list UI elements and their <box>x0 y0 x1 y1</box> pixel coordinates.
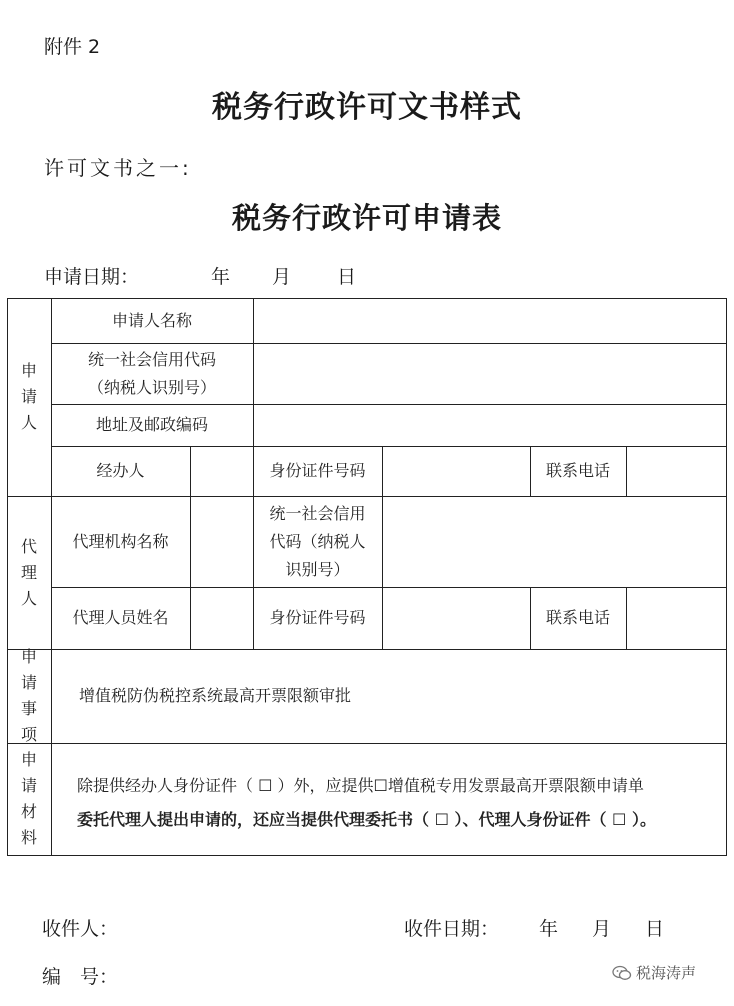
group-char: 人 <box>20 413 37 432</box>
receive-month-label: 月 <box>592 918 612 940</box>
group-char: 料 <box>20 828 37 847</box>
receive-day-label: 日 <box>645 918 665 940</box>
agent-phone-label: 联系电话 <box>545 608 610 627</box>
applicant-address-label: 地址及邮政编码 <box>95 415 208 434</box>
agent-id-field[interactable] <box>382 587 530 649</box>
watermark-text: 税海涛声 <box>636 964 697 982</box>
group-char: 事 <box>20 699 37 718</box>
agent-group-label <box>7 496 51 649</box>
group-char: 申 <box>20 361 37 380</box>
handler-phone-label: 联系电话 <box>545 461 610 480</box>
main-title: 税务行政许可文书样式 <box>212 90 522 125</box>
table-border-bottom <box>7 855 727 856</box>
form-title: 税务行政许可申请表 <box>231 201 502 235</box>
applicant-address-field[interactable] <box>253 404 727 446</box>
wechat-bubble-icon <box>612 965 632 981</box>
handler-label: 经办人 <box>96 461 145 480</box>
receive-year-label: 年 <box>539 918 559 940</box>
handler-field[interactable] <box>190 446 253 496</box>
group-char: 申 <box>20 647 37 666</box>
group-char: 申 <box>20 750 37 769</box>
application-date-label: 申请日期： <box>44 266 140 288</box>
materials-line-1: 除提供经办人身份证件（ ☐ ）外，应提供☐增值税专用发票最高开票限额申请单 <box>77 776 644 795</box>
agent-phone-field[interactable] <box>626 587 727 649</box>
agent-person-field[interactable] <box>190 587 253 649</box>
group-char: 请 <box>20 776 37 795</box>
application-form-table <box>7 298 727 856</box>
group-char: 项 <box>20 725 37 744</box>
receive-date-label: 收件日期： <box>404 918 500 940</box>
serial-number-label: 编 号： <box>42 966 119 988</box>
label-line: （纳税人识别号） <box>87 377 216 397</box>
watermark <box>612 962 696 983</box>
handler-phone-field[interactable] <box>626 446 727 496</box>
group-char: 请 <box>20 673 37 692</box>
date-day-label: 日 <box>337 266 357 288</box>
agent-credit-code-field[interactable] <box>382 496 727 587</box>
agent-person-label: 代理人员姓名 <box>72 608 169 627</box>
label-line: 统一社会信用代码 <box>87 349 216 369</box>
attachment-label: 附件 2 <box>44 36 101 58</box>
agent-id-label: 身份证件号码 <box>269 608 366 627</box>
section-divider <box>7 743 727 744</box>
receiver-label: 收件人： <box>42 918 119 940</box>
handler-id-field[interactable] <box>382 446 530 496</box>
label-line: 代码（纳税人 <box>269 531 366 551</box>
handler-id-label: 身份证件号码 <box>269 461 366 480</box>
group-char: 理 <box>20 562 37 582</box>
application-item-group-label <box>7 649 51 743</box>
application-item-content: 增值税防伪税控系统最高开票限额审批 <box>79 686 352 705</box>
subheading: 许可文书之一: <box>44 156 192 180</box>
date-month-label: 月 <box>272 266 292 288</box>
materials-line-2: 委托代理人提出申请的，还应当提供代理委托书（ ☐ ）、代理人身份证件（ ☐ ）。 <box>77 810 656 829</box>
label-line: 统一社会信用 <box>269 503 366 523</box>
group-char: 代 <box>20 536 37 556</box>
applicant-name-field[interactable] <box>253 298 727 343</box>
agent-credit-code-label <box>253 496 382 587</box>
date-year-label: 年 <box>211 266 231 288</box>
application-materials-group-label <box>7 743 51 855</box>
applicant-credit-code-label <box>51 343 253 404</box>
label-line: 识别号） <box>285 559 350 579</box>
agent-org-label: 代理机构名称 <box>72 531 169 551</box>
group-char: 请 <box>20 387 37 406</box>
group-char: 人 <box>20 588 37 608</box>
applicant-group-label <box>7 298 51 496</box>
applicant-name-label: 申请人名称 <box>111 310 192 330</box>
agent-org-field[interactable] <box>190 496 253 587</box>
applicant-credit-code-field[interactable] <box>253 343 727 404</box>
group-char: 材 <box>20 802 37 821</box>
